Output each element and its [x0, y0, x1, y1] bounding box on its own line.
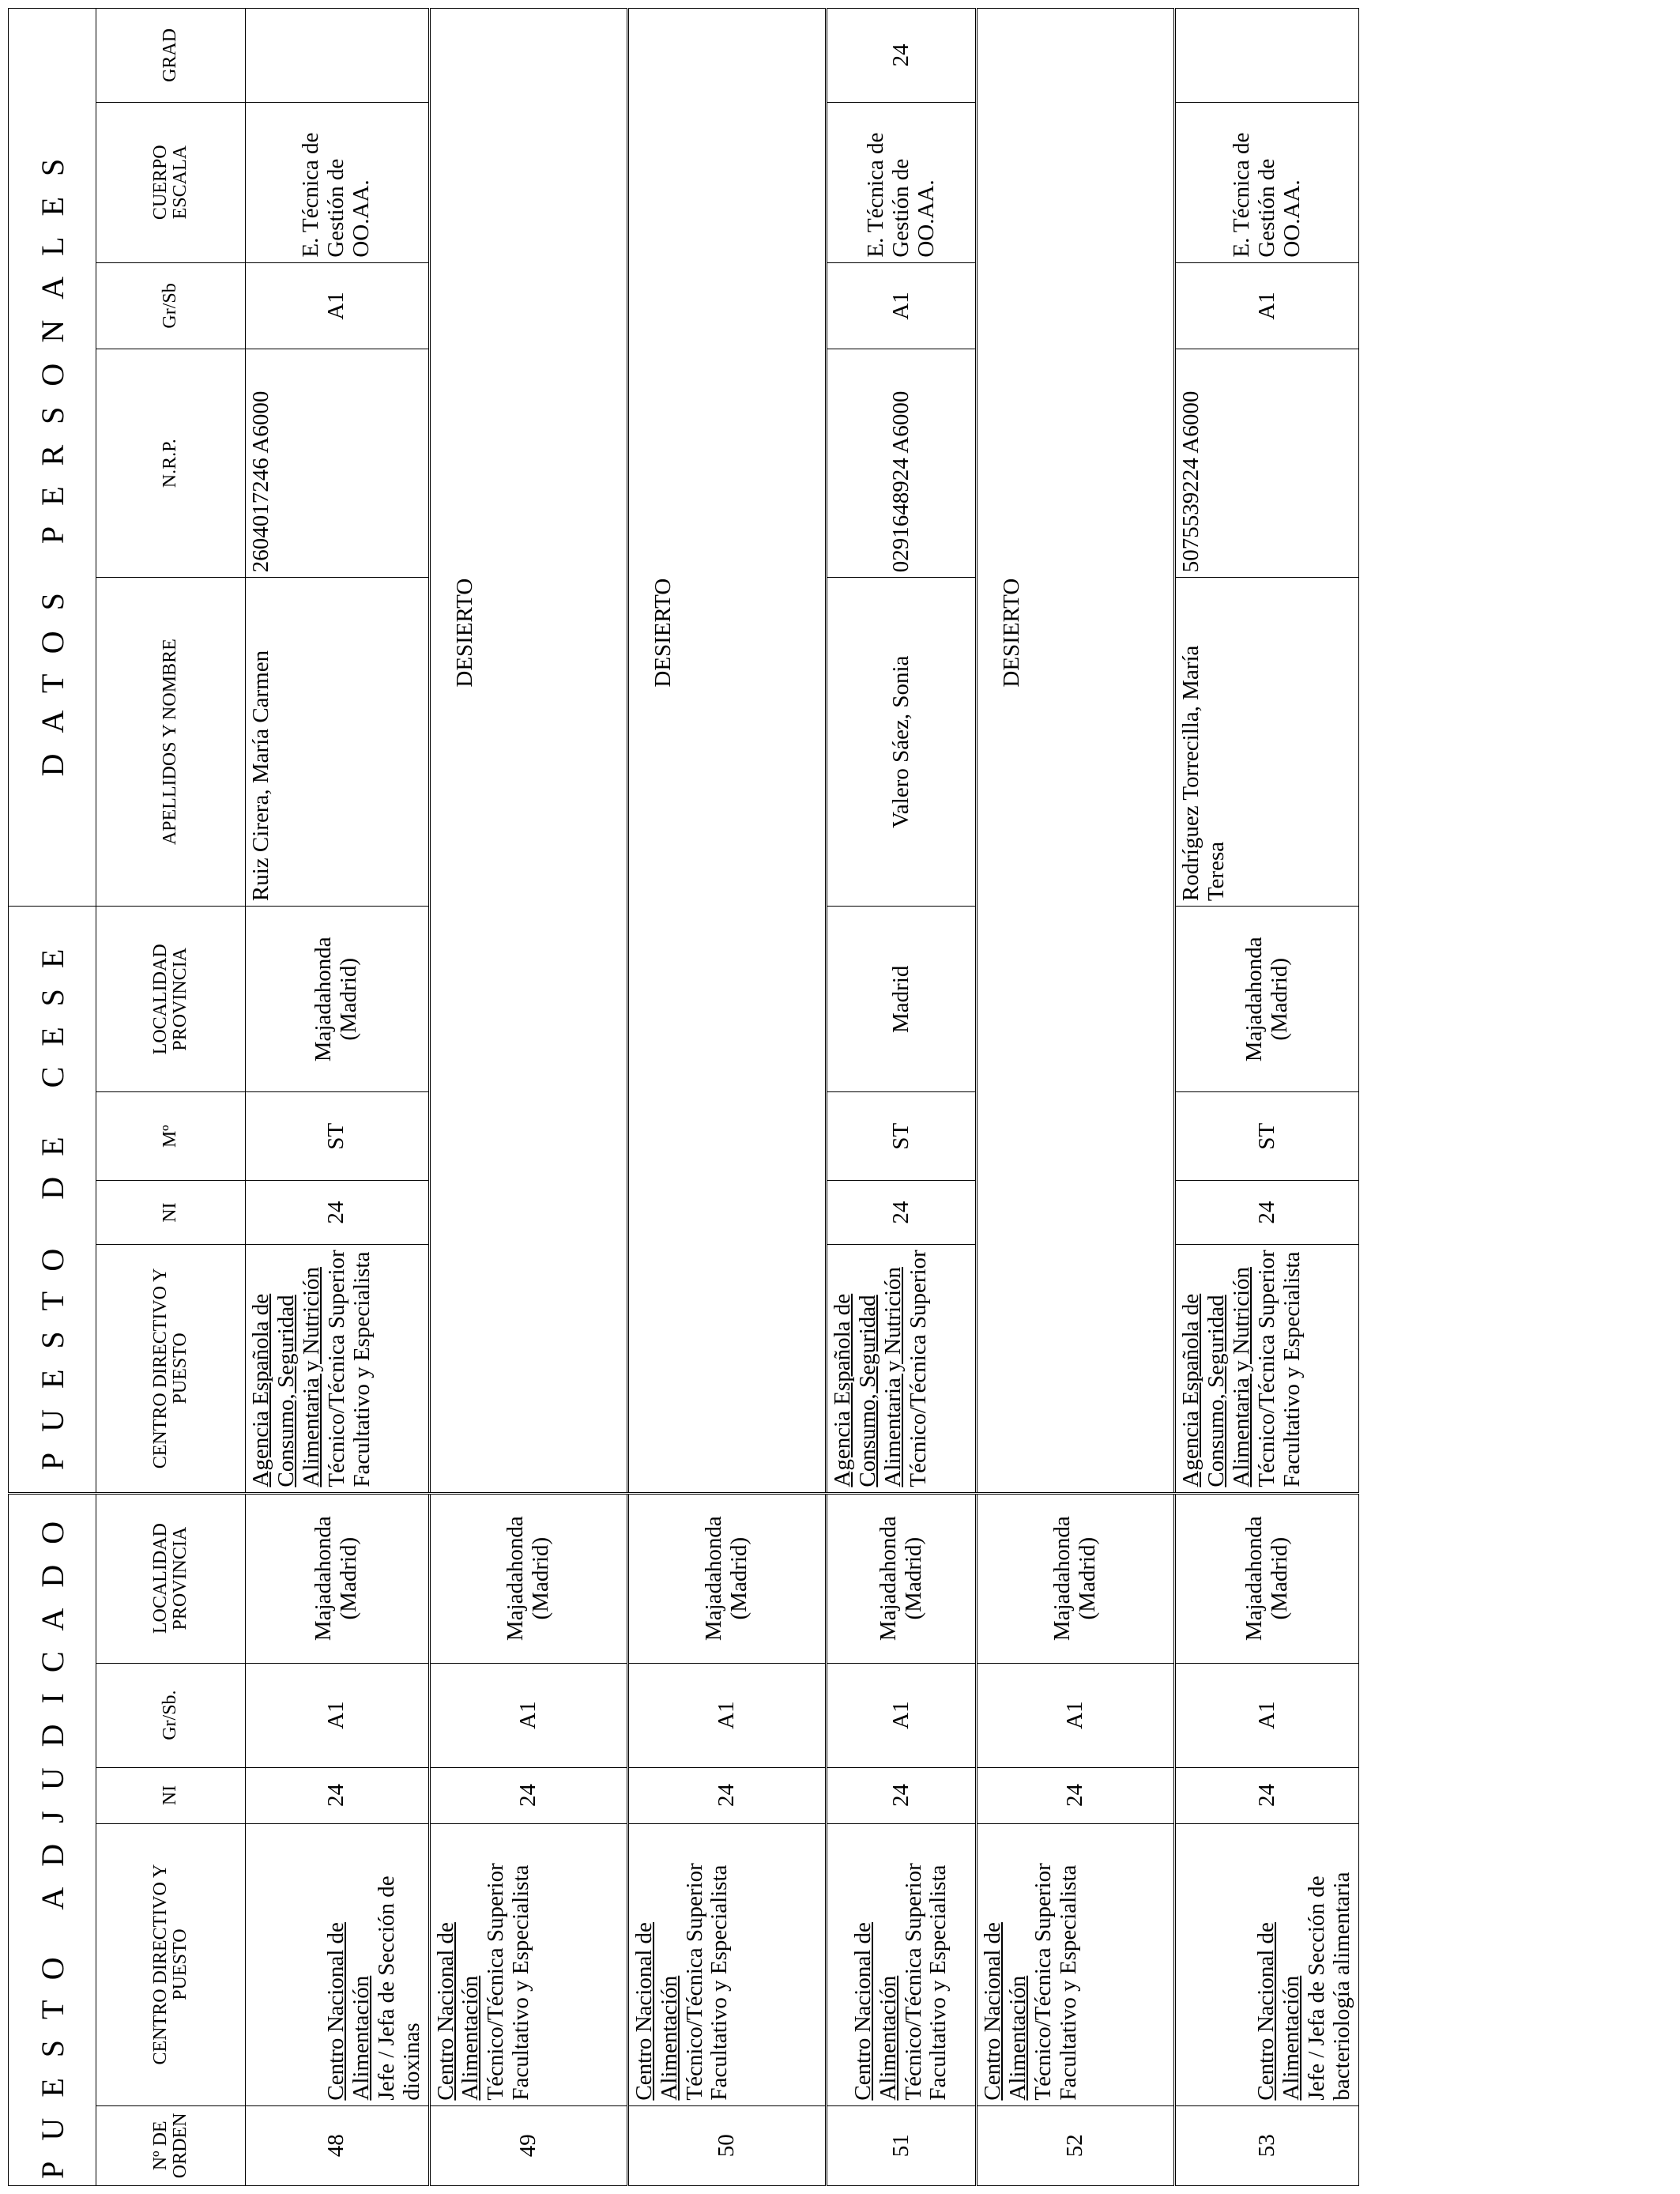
cell-adj-centro-puesto [826, 1823, 976, 2105]
header-cese-localidad: LOCALIDAD PROVINCIA [96, 907, 246, 1092]
cell-adj-grupo: A1 [627, 1663, 826, 1767]
cell-adj-centro-puesto [429, 1823, 627, 2105]
table-row [429, 9, 627, 2186]
header-cuerpo: CUERPO ESCALA [96, 102, 246, 262]
header-cese-nivel: NI [96, 1181, 246, 1245]
cell-adj-nivel: 24 [826, 1767, 976, 1823]
cese-centro-link: Agencia Española de Consumo, Seguridad Alimentaria y Nutrición [829, 1266, 906, 1487]
cell-orden: 49 [429, 2105, 627, 2185]
adj-puesto: Técnico/Técnica Superior Facultativo y Especialista [1030, 1863, 1081, 2101]
cell-nrp: 0291648924 A6000 [826, 349, 976, 578]
cese-centro-link: Agencia Española de Consumo, Seguridad Alimentaria y Nutrición [248, 1266, 324, 1487]
cell-grupo: A1 [1175, 262, 1359, 349]
cell-desierto [429, 9, 627, 1494]
cell-orden: 53 [1175, 2105, 1359, 2185]
cell-adj-localidad: Majadahonda (Madrid) [246, 1493, 430, 1663]
cell-adj-localidad: Majadahonda (Madrid) [1175, 1493, 1359, 1663]
adj-centro-link: Centro Nacional de Alimentación [323, 1922, 374, 2101]
table-row [246, 9, 430, 2186]
cell-adj-grupo: A1 [977, 1663, 1175, 1767]
cell-grupo: A1 [826, 262, 976, 349]
header-adj-centro: CENTRO DIRECTIVO Y PUESTO [96, 1823, 246, 2105]
table-row [826, 9, 976, 2186]
cell-cese-centro-puesto [826, 1245, 976, 1493]
adj-centro-link: Centro Nacional de Alimentación [1253, 1922, 1305, 2101]
table-row [1175, 9, 1359, 2186]
desierto-label: DESIERTO [650, 578, 676, 688]
cell-adj-grupo: A1 [429, 1663, 627, 1767]
cell-adj-nivel: 24 [246, 1767, 430, 1823]
cell-nrp: 5075539224 A6000 [1175, 349, 1359, 578]
table-row [977, 9, 1175, 2186]
adj-puesto: Técnico/Técnica Superior Facultativo y Especialista [681, 1863, 733, 2101]
cell-nrp: 2604017246 A6000 [246, 349, 430, 578]
cell-grado [246, 9, 430, 103]
cell-orden: 52 [977, 2105, 1175, 2185]
cell-cese-ministerio: ST [246, 1092, 430, 1181]
header-cese-ministerio: Mº [96, 1092, 246, 1181]
group-puesto-adjudicado: PUESTO ADJUDICADO [9, 1493, 96, 2185]
cell-cese-localidad: Madrid [826, 907, 976, 1092]
adj-centro-link: Centro Nacional de Alimentación [980, 1922, 1031, 2101]
header-adj-grupo: Gr/Sb. [96, 1663, 246, 1767]
cell-adj-nivel: 24 [1175, 1767, 1359, 1823]
header-grado: GRAD [96, 9, 246, 103]
header-nrp: N.R.P. [96, 349, 246, 578]
cese-puesto: Técnico/Técnica Superior Facultativo y Especialista [1254, 1250, 1305, 1487]
cell-adj-centro-puesto [977, 1823, 1175, 2105]
header-orden: Nº DE ORDEN [96, 2105, 246, 2185]
group-puesto-de-cese: PUESTO DE CESE [9, 907, 96, 1493]
cell-adj-nivel: 24 [429, 1767, 627, 1823]
cell-adj-grupo: A1 [246, 1663, 430, 1767]
cell-desierto [627, 9, 826, 1494]
desierto-label: DESIERTO [451, 578, 477, 688]
cell-cese-nivel: 24 [1175, 1181, 1359, 1245]
table-row [627, 9, 826, 2186]
adj-puesto: Jefe / Jefa de Sección de dioxinas [373, 1875, 424, 2101]
cell-cese-centro-puesto [1175, 1245, 1359, 1493]
cell-adj-localidad: Majadahonda (Madrid) [826, 1493, 976, 1663]
header-grupo: Gr/Sb [96, 262, 246, 349]
cell-adj-localidad: Majadahonda (Madrid) [977, 1493, 1175, 1663]
cell-adj-grupo: A1 [826, 1663, 976, 1767]
group-datos-personales: DATOS PERSONALES [9, 9, 96, 907]
cell-orden: 50 [627, 2105, 826, 2185]
cell-adj-centro-puesto [246, 1823, 430, 2105]
cell-cese-centro-puesto [246, 1245, 430, 1493]
cell-cese-nivel: 24 [246, 1181, 430, 1245]
cell-cese-localidad: Majadahonda (Madrid) [246, 907, 430, 1092]
header-cese-centro: CENTRO DIRECTIVO Y PUESTO [96, 1245, 246, 1493]
cell-cuerpo: E. Técnica de Gestión de OO.AA. [246, 102, 430, 262]
cell-orden: 51 [826, 2105, 976, 2185]
cell-cese-ministerio: ST [826, 1092, 976, 1181]
cese-puesto: Técnico/Técnica Superior Facultativo y Especialista [323, 1250, 375, 1487]
cell-cuerpo: E. Técnica de Gestión de OO.AA. [1175, 102, 1359, 262]
header-apellidos: APELLIDOS Y NOMBRE [96, 578, 246, 907]
cell-apellidos: Rodríguez Torrecilla, María Teresa [1175, 578, 1359, 907]
header-adj-nivel: NI [96, 1767, 246, 1823]
adj-puesto: Técnico/Técnica Superior Facultativo y Especialista [900, 1863, 951, 2101]
cell-adj-grupo: A1 [1175, 1663, 1359, 1767]
cell-adj-nivel: 24 [977, 1767, 1175, 1823]
cell-adj-localidad: Majadahonda (Madrid) [429, 1493, 627, 1663]
cell-grupo: A1 [246, 262, 430, 349]
cell-cese-ministerio: ST [1175, 1092, 1359, 1181]
adj-centro-link: Centro Nacional de Alimentación [631, 1922, 682, 2101]
cell-cese-localidad: Majadahonda (Madrid) [1175, 907, 1359, 1092]
adjudication-table [8, 8, 1359, 2186]
adj-centro-link: Centro Nacional de Alimentación [432, 1922, 484, 2101]
rotated-table-page [8, 8, 1359, 2186]
cell-grado: 24 [826, 9, 976, 103]
cell-apellidos: Ruiz Cirera, María Carmen [246, 578, 430, 907]
cell-grado [1175, 9, 1359, 103]
cell-adj-localidad: Majadahonda (Madrid) [627, 1493, 826, 1663]
adj-puesto: Jefe / Jefa de Sección de bacteriología alimentaria [1304, 1872, 1355, 2101]
cell-orden: 48 [246, 2105, 430, 2185]
cell-adj-centro-puesto [1175, 1823, 1359, 2105]
cell-cese-nivel: 24 [826, 1181, 976, 1245]
column-header-row [96, 9, 246, 2186]
cell-adj-centro-puesto [627, 1823, 826, 2105]
desierto-label: DESIERTO [999, 578, 1025, 688]
adj-centro-link: Centro Nacional de Alimentación [849, 1922, 901, 2101]
adj-puesto: Técnico/Técnica Superior Facultativo y Especialista [483, 1863, 534, 2101]
cell-desierto [977, 9, 1175, 1494]
cell-cuerpo: E. Técnica de Gestión de OO.AA. [826, 102, 976, 262]
cese-puesto: Técnico/Técnica Superior [905, 1250, 931, 1487]
cell-apellidos: Valero Sáez, Sonia [826, 578, 976, 907]
group-header-row [9, 9, 96, 2186]
cese-centro-link: Agencia Española de Consumo, Seguridad Alimentaria y Nutrición [1178, 1266, 1255, 1487]
header-adj-localidad: LOCALIDAD PROVINCIA [96, 1493, 246, 1663]
cell-adj-nivel: 24 [627, 1767, 826, 1823]
